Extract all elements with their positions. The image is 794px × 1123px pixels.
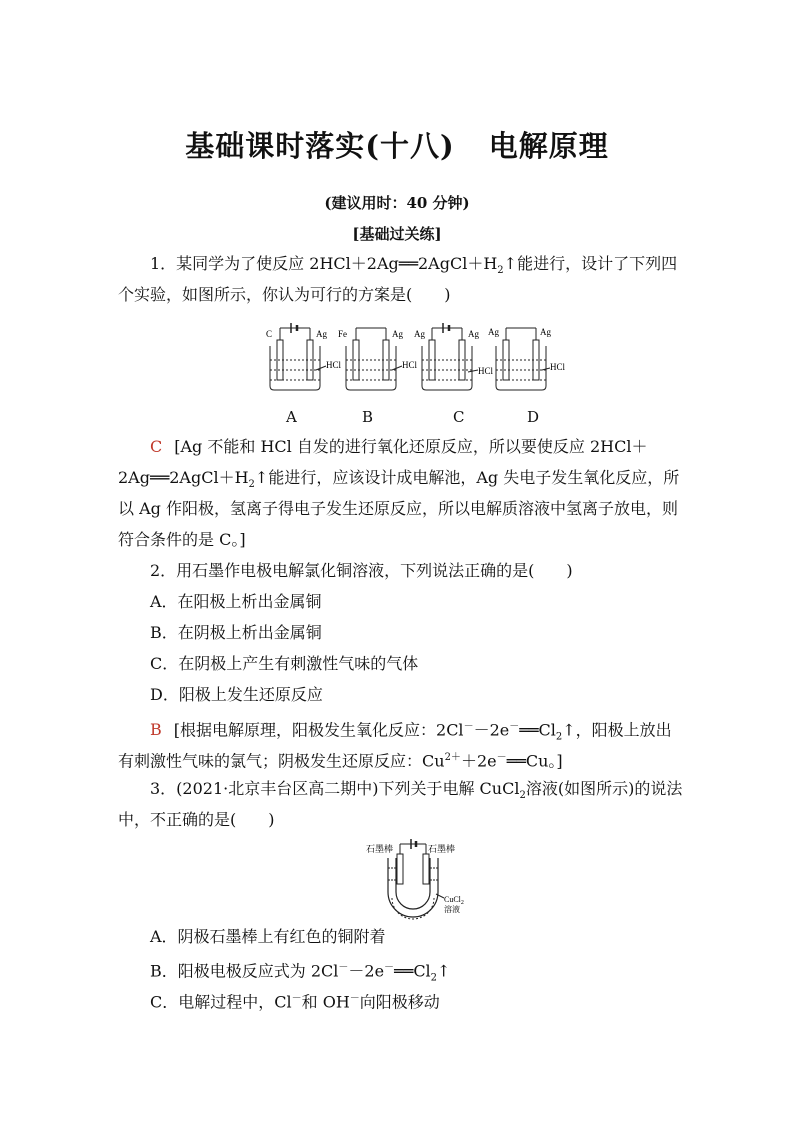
- q3-solution-label-2: 溶液: [444, 905, 460, 914]
- q2-stem: 2．用石墨作电极电解氯化铜溶液，下列说法正确的是( ): [150, 561, 573, 580]
- cell-d-diagram: [488, 327, 566, 390]
- title-left: 基础课时落实(十八): [185, 129, 455, 163]
- fig-label-c: C: [453, 408, 465, 426]
- q3-solution-label: CuCl$_2$: [444, 895, 464, 906]
- cell-d-right-label: Ag: [540, 327, 551, 337]
- time-hint: (建议用时：40 分钟): [324, 194, 470, 212]
- q2-answer: B: [150, 720, 162, 740]
- q1-explanation-line2: $2Ag══2AgCl+H_2↑$能进行，应该设计成电解池，Ag 失电子发生氧化反应，所: [118, 468, 680, 491]
- q2-option-a: A．在阳极上析出金属铜: [150, 592, 322, 611]
- q1-answer: C: [150, 437, 163, 456]
- cell-a-solution-label: HCl: [326, 360, 342, 370]
- q3-option-a: A．阴极石墨棒上有红色的铜附着: [150, 927, 386, 946]
- cell-d-solution-label: HCl: [550, 362, 566, 372]
- q1-explanation-line4: 符合条件的是 C。]: [118, 530, 246, 549]
- cell-b-solution-label: HCl: [402, 360, 418, 370]
- cell-b-diagram: [338, 328, 418, 390]
- section-heading: [基础过关练]: [352, 225, 442, 243]
- q3-right-electrode-label: 石墨棒: [428, 844, 456, 854]
- q1-explanation-line1: C [Ag 不能和 HCl 自发的进行氧化还原反应，所以要使反应 2HCl＋: [150, 437, 648, 456]
- q2-option-b: B．在阴极上析出金属铜: [150, 623, 322, 642]
- page-title: [0, 124, 794, 165]
- cell-a-diagram: [266, 323, 342, 390]
- cell-a-right-label: Ag: [316, 329, 327, 339]
- q2-option-c: C．在阴极上产生有刺激性气味的气体: [150, 654, 419, 673]
- cell-b-left-label: Fe: [338, 329, 347, 339]
- q1-stem-line2: 个实验，如图所示，你认为可行的方案是( ): [118, 285, 451, 304]
- q3-option-b: B．阳极电极反应式为 $2Cl^--2e^-══Cl_2↑$: [150, 961, 451, 984]
- q2-option-d: D．阳极上发生还原反应: [150, 685, 323, 704]
- q2-explanation-line2: 有刺激性气味的氯气；阴极发生还原反应：$Cu^{2+}+2e^-══Cu$。]: [118, 751, 563, 771]
- q1-figure: [262, 320, 566, 400]
- q3-option-c: C．电解过程中，Cl－和 OH－向阳极移动: [150, 992, 440, 1012]
- q1-stem-line1: 1．某同学为了使反应 $2HCl+2Ag══2AgCl+H_2↑$能进行，设计了下列四: [150, 254, 678, 277]
- cell-b-right-label: Ag: [392, 329, 403, 339]
- cell-c-diagram: [414, 323, 494, 390]
- cell-d-left-label: Ag: [488, 327, 499, 337]
- q1-explanation-line3: 以 Ag 作阳极，氢离子得电子发生还原反应，所以电解质溶液中氢离子放电，则: [118, 499, 678, 518]
- cell-a-left-label: C: [266, 329, 273, 339]
- q3-left-electrode-label: 石墨棒: [366, 844, 394, 854]
- fig-label-b: B: [362, 408, 374, 426]
- q3-figure: [362, 838, 474, 918]
- q3-stem-line2: 中，不正确的是( ): [118, 810, 275, 829]
- cell-c-left-label: Ag: [414, 329, 425, 339]
- cell-c-right-label: Ag: [468, 329, 479, 339]
- cell-c-solution-label: HCl: [478, 366, 494, 376]
- q3-stem-line1: 3．(2021·北京丰台区高二期中)下列关于电解 CuCl$_2$溶液(如图所示)的说法: [150, 779, 683, 802]
- q2-explanation-line1: B [根据电解原理，阳极发生氧化反应：$2Cl^--2e^-══Cl_2↑$，阳极上放出: [150, 720, 672, 743]
- fig-label-d: D: [527, 408, 540, 426]
- title-right: 电解原理: [488, 129, 609, 163]
- fig-label-a: A: [286, 408, 297, 426]
